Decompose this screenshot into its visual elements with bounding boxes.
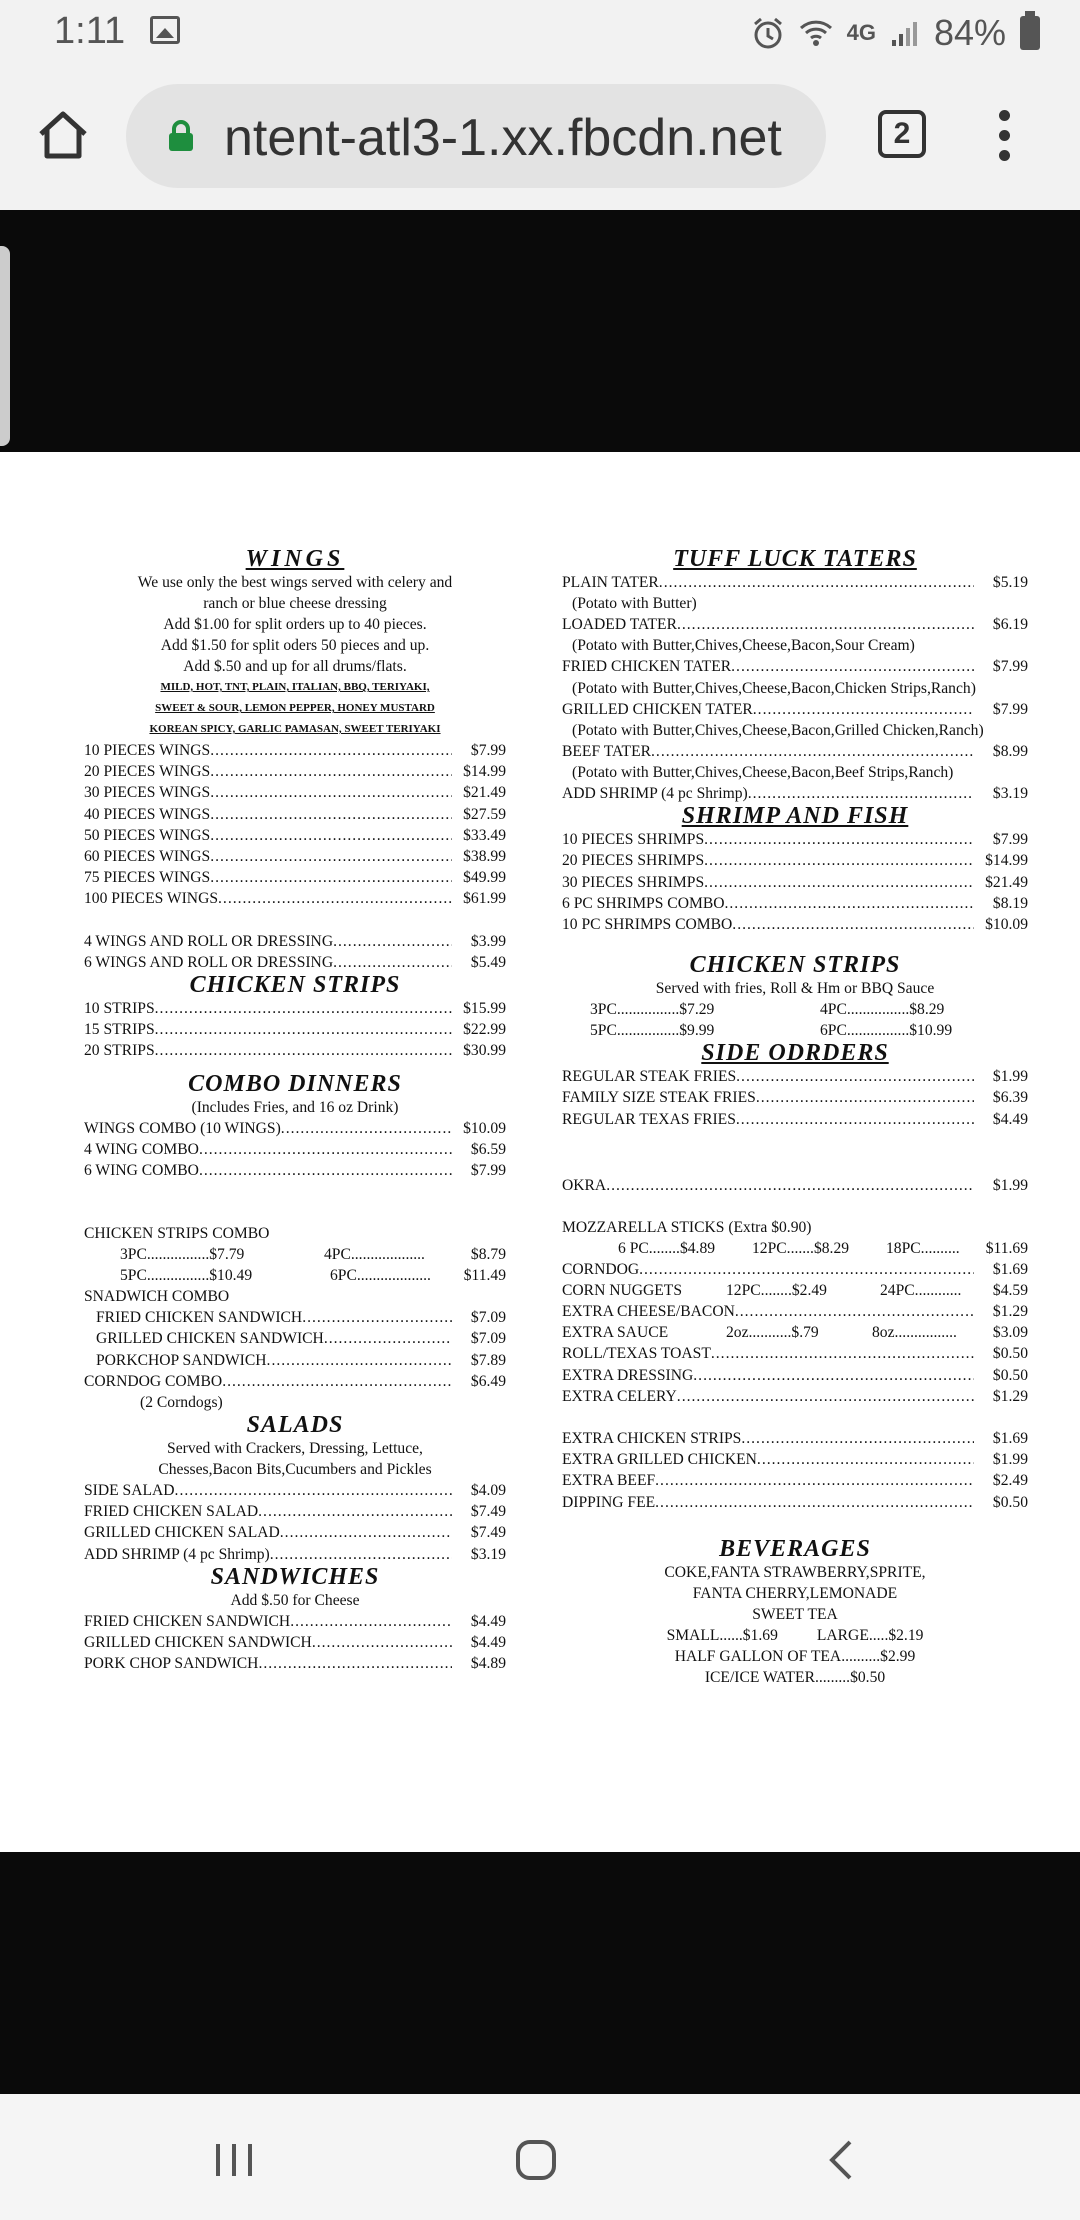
sandwiches-list — [84, 1611, 506, 1675]
item-name: EXTRA CHEESE/BACON — [562, 1303, 735, 1321]
leader-dots — [155, 998, 452, 1019]
menu-item-row — [562, 1492, 1028, 1513]
item-price: $1.99 — [992, 1451, 1028, 1469]
item-price: $7.99 — [992, 658, 1028, 676]
wings-price-list — [84, 740, 506, 910]
leader-dots — [655, 1492, 974, 1513]
menu-item-row — [562, 872, 1028, 893]
item-price: $22.99 — [463, 1021, 506, 1039]
battery-icon — [1020, 16, 1040, 50]
leader-dots — [155, 1040, 452, 1061]
item-price: $7.99 — [470, 1162, 506, 1180]
item-name: GRILLED CHICKEN SANDWICH — [84, 1634, 312, 1652]
home-icon[interactable] — [36, 108, 90, 162]
menu-item-row — [562, 1449, 1028, 1470]
leader-dots — [210, 761, 452, 782]
item-name: EXTRA DRESSING — [562, 1366, 694, 1384]
chicken-strips-list — [84, 998, 506, 1062]
text-line: KOREAN SPICY, GARLIC PAMASAN, SWEET TERIYAKI — [149, 723, 441, 735]
leader-dots — [210, 804, 452, 825]
item-price: $7.09 — [470, 1309, 506, 1327]
leader-dots — [281, 1118, 452, 1139]
item-price: $15.99 — [463, 1000, 506, 1018]
item-name: SIDE SALAD — [84, 1482, 175, 1500]
ice-water: ICE/ICE WATER.........$0.50 — [704, 1668, 886, 1686]
half-gallon-tea: HALF GALLON OF TEA..........$2.99 — [674, 1647, 916, 1665]
menu-image — [0, 452, 1080, 1852]
leader-dots — [704, 829, 974, 850]
item-name: 6 WING COMBO — [84, 1162, 199, 1180]
item-name: EXTRA CELERY — [562, 1387, 677, 1405]
leader-dots — [175, 1480, 452, 1501]
corndog-combo-row: CORNDOG COMBO ..... $6.49 — [84, 1371, 506, 1392]
item-price: $21.49 — [985, 873, 1028, 891]
edge-panel-handle[interactable] — [0, 246, 10, 446]
item-price: $5.19 — [992, 574, 1028, 591]
item-name: FRIED CHICKEN TATER — [562, 658, 732, 676]
leader-dots — [704, 850, 974, 871]
menu-item-row — [84, 1160, 506, 1181]
chicken-strips-right-note: Served with fries, Roll & Hm or BBQ Sauce — [655, 980, 935, 998]
beverage-sizes: SMALL......$1.69 LARGE.....$2.19 — [666, 1626, 924, 1644]
item-name: 40 PIECES WINGS — [84, 805, 211, 823]
text-line: Add $1.00 for split orders up to 40 pieces. — [163, 616, 427, 633]
tater-note: (Potato with Butter,Chives,Cheese,Bacon,Grilled Chicken,Ranch) — [572, 721, 984, 739]
leader-dots — [312, 1632, 452, 1653]
address-bar[interactable] — [126, 84, 826, 188]
text-line: MILD, HOT, TNT, PLAIN, ITALIAN, BBQ, TERIYAKI, — [160, 681, 430, 693]
text-line: ranch or blue cheese dressing — [203, 595, 387, 612]
taters-list — [562, 572, 1028, 804]
leader-dots — [210, 846, 452, 867]
item-price: $4.89 — [470, 1655, 506, 1673]
item-name: 6 WINGS AND ROLL OR DRESSING — [84, 953, 334, 971]
item-name: EXTRA CHICKEN STRIPS — [562, 1430, 742, 1448]
tab-switcher-button[interactable]: 2 — [878, 110, 926, 158]
menu-item-row — [84, 1118, 506, 1139]
tater-row — [562, 572, 1028, 593]
sandwich-combo-list — [84, 1307, 506, 1371]
text-line: SWEET & SOUR, LEMON PEPPER, HONEY MUSTARD — [155, 702, 435, 714]
item-price: $0.50 — [992, 1345, 1028, 1363]
item-name: PORKCHOP SANDWICH — [96, 1351, 267, 1369]
corndog-list — [562, 1259, 1028, 1280]
leader-dots — [732, 914, 974, 935]
item-price: $7.49 — [470, 1524, 506, 1542]
android-nav-bar — [0, 2094, 1080, 2220]
strips-combo-6pc-price: $11.49 — [463, 1267, 506, 1285]
tater-note: (Potato with Butter,Chives,Cheese,Bacon,Sour Cream) — [572, 637, 915, 655]
combo-dinners-heading: COMBO DINNERS — [188, 1070, 402, 1097]
menu-item-row — [84, 931, 506, 952]
item-name: 60 PIECES WINGS — [84, 848, 211, 866]
item-price: $27.59 — [463, 805, 506, 823]
leader-dots — [302, 1307, 452, 1328]
lock-icon — [168, 120, 194, 152]
item-price: $14.99 — [985, 852, 1028, 870]
strips-combo-4pc: 4PC................... — [324, 1246, 425, 1264]
item-price: $7.49 — [470, 1503, 506, 1521]
wings-heading: WINGS — [245, 546, 345, 572]
item-price: $0.50 — [992, 1493, 1028, 1511]
strips-right-row-1: 3PC................$7.29 4PC................$8.29 — [590, 1001, 945, 1019]
item-price: $0.50 — [992, 1366, 1028, 1384]
item-name: CORNDOG — [562, 1261, 640, 1279]
menu-item-row — [562, 1428, 1028, 1449]
menu-item-row — [84, 998, 506, 1019]
menu-item-row — [84, 1544, 506, 1565]
leader-dots — [324, 1328, 452, 1349]
menu-item-row — [84, 1019, 506, 1040]
alarm-icon — [751, 16, 785, 50]
item-name: EXTRA BEEF — [562, 1472, 656, 1490]
extras-list — [562, 1343, 1028, 1407]
item-name: ADD SHRIMP (4 pc Shrimp) — [84, 1545, 270, 1563]
leader-dots — [736, 1066, 974, 1087]
item-price: $6.39 — [992, 1089, 1028, 1107]
menu-item-row — [562, 850, 1028, 871]
item-name: 100 PIECES WINGS — [84, 890, 219, 908]
item-name: GRILLED CHICKEN SALAD — [84, 1524, 280, 1542]
strips-combo-5pc: 5PC................$10.49 — [120, 1267, 253, 1285]
text-line: Add $1.50 for split oders 50 pieces and up. — [160, 637, 430, 654]
leader-dots — [704, 872, 974, 893]
item-price: $10.09 — [463, 1119, 506, 1137]
item-price: $14.99 — [463, 763, 506, 781]
menu-item-row — [84, 1653, 506, 1674]
item-price: $4.09 — [470, 1482, 506, 1500]
home-button-icon[interactable] — [514, 2140, 558, 2180]
menu-left-column — [84, 547, 506, 1674]
browser-toolbar — [0, 66, 1080, 210]
item-name: 15 STRIPS — [84, 1021, 155, 1039]
leader-dots — [280, 1522, 452, 1543]
leader-dots — [155, 1019, 452, 1040]
side-orders-heading: SIDE ODRDERS — [701, 1040, 889, 1067]
menu-item-row — [84, 740, 506, 761]
sandwich-combo-label: SNADWICH COMBO — [84, 1288, 230, 1306]
item-name: 30 PIECES SHRIMPS — [562, 873, 705, 891]
item-name: 50 PIECES WINGS — [84, 826, 211, 844]
menu-item-row — [84, 825, 506, 846]
item-price: $7.09 — [470, 1330, 506, 1348]
item-price: $49.99 — [463, 869, 506, 887]
leader-dots — [258, 1501, 452, 1522]
network-type-label: 4G — [846, 20, 876, 45]
strips-right-row-2: 5PC................$9.99 6PC................$10.99 — [590, 1022, 953, 1040]
item-price: $8.99 — [992, 742, 1028, 760]
item-price: $33.49 — [463, 826, 506, 844]
leader-dots — [735, 1301, 974, 1322]
menu-item-row — [84, 804, 506, 825]
tater-row — [562, 656, 1028, 677]
item-price: $6.59 — [470, 1140, 506, 1158]
menu-item-row — [84, 1040, 506, 1061]
extras-list-2 — [562, 1428, 1028, 1513]
item-name: 10 PIECES WINGS — [84, 742, 211, 759]
item-name: 75 PIECES WINGS — [84, 869, 211, 887]
item-name: 20 STRIPS — [84, 1042, 155, 1060]
menu-item-row — [562, 1259, 1028, 1280]
item-name: FAMILY SIZE STEAK FRIES — [562, 1089, 756, 1107]
text-line: SWEET TEA — [752, 1605, 838, 1623]
leader-dots — [210, 825, 452, 846]
chicken-strips-heading: CHICKEN STRIPS — [189, 972, 401, 999]
leader-dots — [210, 740, 452, 761]
item-price: $7.99 — [992, 700, 1028, 718]
beverages-heading: BEVERAGES — [719, 1535, 871, 1562]
text-line: Chesses,Bacon Bits,Cucumbers and Pickles — [158, 1461, 432, 1479]
tater-note: (Potato with Butter,Chives,Cheese,Bacon,Chicken Strips,Ranch) — [572, 679, 976, 697]
mozzarella-row: 6 PC........$4.89 12PC.......$8.29 18PC.......... $11.69 — [618, 1240, 1028, 1258]
leader-dots — [218, 888, 452, 909]
item-price: $1.69 — [992, 1261, 1028, 1279]
leader-dots — [210, 867, 452, 888]
menu-item-row — [84, 1350, 506, 1371]
leader-dots — [659, 572, 974, 593]
wifi-icon — [799, 18, 833, 48]
menu-item-row — [562, 829, 1028, 850]
strips-combo-label: CHICKEN STRIPS COMBO — [84, 1225, 270, 1243]
menu-item-row — [562, 1109, 1028, 1130]
item-price: $3.19 — [992, 785, 1028, 803]
recent-apps-icon[interactable] — [212, 2140, 256, 2180]
text-line: Add $.50 and up for all drums/flats. — [183, 658, 407, 675]
tater-row — [562, 783, 1028, 804]
item-name: ROLL/TEXAS TOAST — [562, 1345, 711, 1363]
item-name: DIPPING FEE — [562, 1493, 656, 1511]
corn-nuggets-row: CORN NUGGETS 12PC........$2.49 24PC............ $4.59 — [562, 1282, 1028, 1300]
more-options-icon[interactable] — [998, 110, 1012, 162]
strips-combo-6pc: 6PC................... — [330, 1267, 431, 1285]
item-name: LOADED TATER — [562, 616, 677, 634]
menu-item-row — [562, 1343, 1028, 1364]
leader-dots — [639, 1259, 974, 1280]
text-line: Served with Crackers, Dressing, Lettuce, — [167, 1440, 423, 1458]
battery-percent: 84% — [933, 12, 1006, 53]
item-name: 10 PIECES SHRIMPS — [562, 831, 705, 849]
item-price: $7.99 — [470, 742, 506, 759]
menu-item-row — [562, 1365, 1028, 1386]
item-name: 10 PC SHRIMPS COMBO — [562, 916, 733, 934]
strips-combo-row-2 — [84, 1265, 506, 1286]
item-name: 6 PC SHRIMPS COMBO — [562, 894, 725, 912]
image-letterbox-top — [0, 210, 1080, 452]
back-icon[interactable] — [820, 2140, 864, 2180]
wings-description — [84, 572, 506, 677]
leader-dots — [290, 1611, 452, 1632]
leader-dots — [693, 1365, 974, 1386]
menu-item-row — [562, 1066, 1028, 1087]
tater-note: (Potato with Butter,Chives,Cheese,Bacon,Beef Strips,Ranch) — [572, 764, 954, 782]
menu-item-row — [84, 1328, 506, 1349]
sandwiches-heading: SANDWICHES — [210, 1563, 380, 1590]
item-price: $21.49 — [463, 784, 506, 802]
item-name: FRIED CHICKEN SANDWICH — [96, 1309, 303, 1327]
item-name: 4 WINGS AND ROLL OR DRESSING — [84, 932, 334, 950]
chicken-strips-right-heading: CHICKEN STRIPS — [689, 952, 901, 979]
item-price: $1.29 — [992, 1387, 1028, 1405]
menu-right-column — [562, 547, 1028, 1688]
item-name: 20 PIECES SHRIMPS — [562, 852, 705, 870]
menu-item-row — [562, 1301, 1028, 1322]
item-price: $7.99 — [992, 831, 1028, 849]
item-price: $1.69 — [992, 1430, 1028, 1448]
item-price: $5.49 — [470, 953, 506, 971]
leader-dots — [270, 1544, 452, 1565]
leader-dots — [756, 1087, 974, 1108]
menu-item-row — [84, 782, 506, 803]
menu-item-row — [84, 1611, 506, 1632]
item-name: 4 WING COMBO — [84, 1140, 199, 1158]
item-price: $1.29 — [992, 1303, 1028, 1321]
text-line: COKE,FANTA STRAWBERRY,SPRITE, — [664, 1563, 926, 1581]
item-name: PORK CHOP SANDWICH — [84, 1655, 259, 1673]
item-name: REGULAR TEXAS FRIES — [562, 1110, 736, 1128]
leader-dots — [725, 893, 975, 914]
extra-cheese-list — [562, 1301, 1028, 1322]
item-name: WINGS COMBO (10 WINGS) — [84, 1119, 281, 1137]
item-price: $3.99 — [470, 932, 506, 950]
leader-dots — [736, 1109, 974, 1130]
item-price: $4.49 — [470, 1612, 506, 1630]
item-name: EXTRA GRILLED CHICKEN — [562, 1451, 757, 1469]
tater-row — [562, 741, 1028, 762]
item-name: 20 PIECES WINGS — [84, 763, 211, 781]
item-price: $4.49 — [470, 1634, 506, 1652]
leader-dots — [677, 1386, 974, 1407]
item-price: $10.09 — [985, 916, 1028, 934]
leader-dots — [677, 614, 974, 635]
leader-dots — [199, 1160, 452, 1181]
taters-heading: TUFF LUCK TATERS — [673, 546, 917, 572]
text-line: FANTA CHERRY,LEMONADE — [692, 1584, 898, 1602]
item-price: $3.19 — [470, 1545, 506, 1563]
gallery-notification-icon — [150, 16, 180, 44]
tater-row — [562, 614, 1028, 635]
item-name: BEEF TATER — [562, 742, 652, 760]
item-price: $4.49 — [992, 1110, 1028, 1128]
leader-dots — [741, 1428, 974, 1449]
status-time: 1:11 — [54, 10, 126, 52]
menu-item-row — [84, 1522, 506, 1543]
item-name: PLAIN TATER — [562, 574, 659, 591]
menu-item-row — [84, 1480, 506, 1501]
side-orders-list — [562, 1066, 1028, 1130]
strips-combo-4pc-price: $8.79 — [470, 1246, 506, 1264]
menu-item-row — [84, 867, 506, 888]
item-name: REGULAR STEAK FRIES — [562, 1068, 737, 1086]
item-price: $61.99 — [463, 890, 506, 908]
menu-item-row — [84, 1632, 506, 1653]
shrimp-list — [562, 829, 1028, 935]
item-price: $30.99 — [463, 1042, 506, 1060]
leader-dots — [731, 656, 974, 677]
menu-item-row — [562, 914, 1028, 935]
corndog-note: (2 Corndogs) — [140, 1394, 223, 1412]
item-price: $6.19 — [992, 616, 1028, 634]
leader-dots — [655, 1470, 974, 1491]
menu-item-row — [562, 893, 1028, 914]
leader-dots — [757, 1449, 974, 1470]
okra-row: OKRA ..... $1.99 — [562, 1175, 1028, 1196]
item-name: GRILLED CHICKEN TATER — [562, 700, 753, 718]
item-price: $7.89 — [470, 1351, 506, 1369]
item-name: FRIED CHICKEN SANDWICH — [84, 1612, 291, 1630]
item-name: ADD SHRIMP (4 pc Shrimp) — [562, 785, 748, 803]
item-price: $38.99 — [463, 848, 506, 866]
menu-item-row — [84, 846, 506, 867]
item-name: GRILLED CHICKEN SANDWICH — [96, 1330, 324, 1348]
url-text[interactable]: ntent-atl3-1.xx.fbcdn.net — [224, 109, 782, 167]
item-price: $2.49 — [992, 1472, 1028, 1490]
leader-dots — [333, 931, 452, 952]
combo-note: (Includes Fries, and 16 oz Drink) — [191, 1098, 399, 1116]
signal-icon — [890, 18, 920, 48]
menu-item-row — [84, 1307, 506, 1328]
tater-row — [562, 699, 1028, 720]
leader-dots — [333, 952, 452, 973]
menu-item-row — [562, 1087, 1028, 1108]
leader-dots — [753, 699, 974, 720]
combo-list — [84, 1118, 506, 1182]
menu-item-row — [84, 1139, 506, 1160]
leader-dots — [748, 783, 974, 804]
leader-dots — [651, 741, 974, 762]
extra-sauce-row: EXTRA SAUCE 2oz...........$.79 8oz................ $3.09 — [562, 1324, 1028, 1342]
menu-item-row — [84, 952, 506, 973]
leader-dots — [258, 1653, 452, 1674]
sandwiches-note: Add $.50 for Cheese — [230, 1591, 360, 1609]
item-name: FRIED CHICKEN SALAD — [84, 1503, 259, 1521]
item-price: $1.99 — [992, 1068, 1028, 1086]
wings-flavors — [84, 677, 506, 740]
item-name: 30 PIECES WINGS — [84, 784, 211, 802]
leader-dots — [267, 1350, 452, 1371]
item-name: 10 STRIPS — [84, 1000, 155, 1018]
leader-dots — [711, 1343, 974, 1364]
text-line: We use only the best wings served with celery and — [137, 574, 453, 591]
menu-item-row — [84, 1501, 506, 1522]
beverages-list — [562, 1562, 1028, 1625]
menu-item-row — [84, 761, 506, 782]
leader-dots — [199, 1139, 452, 1160]
leader-dots — [210, 782, 452, 803]
strips-combo-3pc: 3PC................$7.79 — [120, 1246, 245, 1264]
status-bar — [0, 0, 1080, 66]
image-letterbox-bottom — [0, 1852, 1080, 2094]
salads-list — [84, 1480, 506, 1565]
wings-extra-list — [84, 931, 506, 973]
salads-description — [84, 1438, 506, 1480]
shrimp-fish-heading: SHRIMP AND FISH — [681, 803, 909, 830]
salads-heading: SALADS — [246, 1412, 344, 1439]
tater-note: (Potato with Butter) — [572, 595, 697, 613]
menu-item-row — [562, 1386, 1028, 1407]
menu-item-row — [84, 888, 506, 909]
item-price: $8.19 — [992, 894, 1028, 912]
mozzarella-label: MOZZARELLA STICKS (Extra $0.90) — [562, 1219, 812, 1237]
strips-combo-row-1 — [84, 1244, 506, 1265]
menu-item-row — [562, 1470, 1028, 1491]
